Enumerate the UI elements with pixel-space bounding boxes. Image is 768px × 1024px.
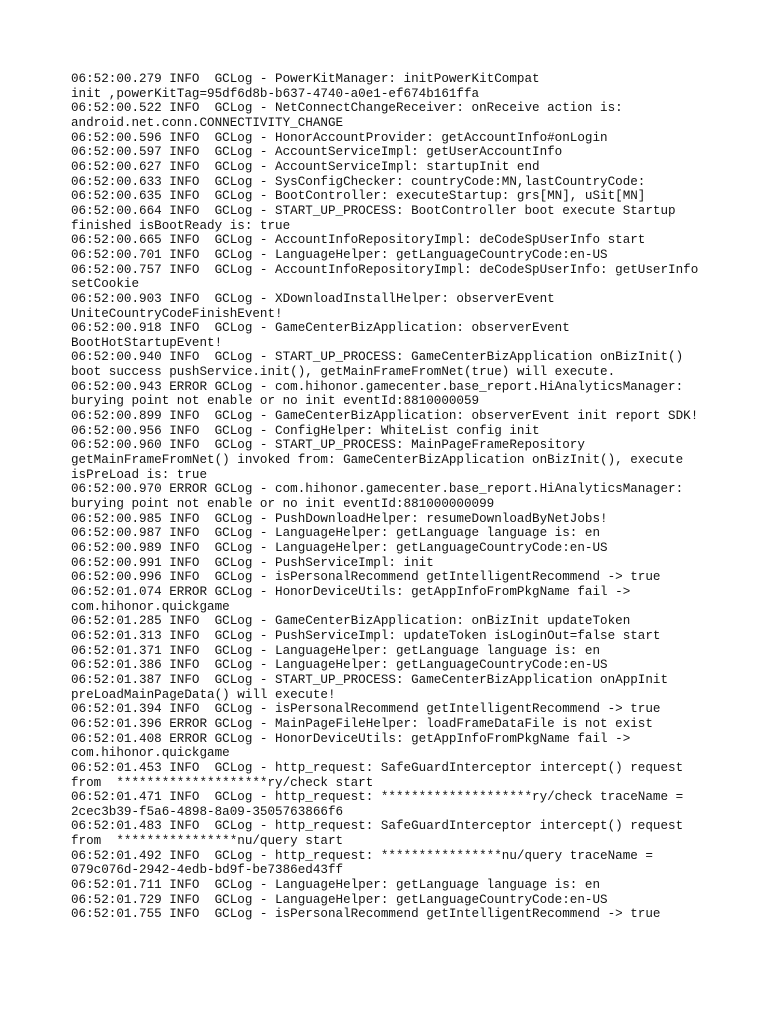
log-line: 06:52:00.279 INFO GCLog - PowerKitManager: initPowerKitCompat (71, 72, 540, 86)
log-line: BootHotStartupEvent! (71, 335, 223, 350)
log-line: 06:52:01.483 INFO GCLog - http_request: SafeGuardInterceptor intercept() request (71, 819, 684, 834)
log-line: 06:52:01.074 ERROR GCLog - HonorDeviceUtils: getAppInfoFromPkgName fail -> (71, 584, 631, 599)
log-line: 06:52:00.899 INFO GCLog - GameCenterBizApplication: observerEvent init report SDK! (71, 409, 699, 424)
log-line: 06:52:01.386 INFO GCLog - LanguageHelper: getLanguageCountryCode:en-US (71, 658, 608, 673)
log-line: 06:52:01.729 INFO GCLog - LanguageHelper: getLanguageCountryCode:en-US (71, 892, 608, 907)
log-line: 06:52:00.903 INFO GCLog - XDownloadInstallHelper: observerEvent (71, 291, 555, 306)
log-line: 06:52:00.918 INFO GCLog - GameCenterBizApplication: observerEvent (71, 321, 570, 336)
log-line: 079c076d-2942-4edb-bd9f-be7386ed43ff (71, 863, 344, 878)
log-line: 06:52:01.492 INFO GCLog - http_request: ****************nu/query traceName = (71, 848, 653, 863)
log-line: getMainFrameFromNet() invoked from: GameCenterBizApplication onBizInit(), execute (71, 453, 684, 468)
log-line: from ********************ry/check start (71, 775, 374, 790)
log-line: 06:52:00.991 INFO GCLog - PushServiceImpl: init (71, 555, 434, 570)
log-line: 06:52:01.755 INFO GCLog - isPersonalRecommend getIntelligentRecommend -> true (71, 907, 661, 922)
log-line: 06:52:01.471 INFO GCLog - http_request: ********************ry/check traceName = (71, 790, 684, 805)
log-line: 06:52:00.627 INFO GCLog - AccountServiceImpl: startupInit end (71, 159, 540, 174)
log-line: 06:52:01.396 ERROR GCLog - MainPageFileHelper: loadFrameDataFile is not exist (71, 716, 653, 731)
log-line: 06:52:01.453 INFO GCLog - http_request: SafeGuardInterceptor intercept() request (71, 760, 684, 775)
log-line: 06:52:01.371 INFO GCLog - LanguageHelper: getLanguage language is: en (71, 643, 601, 658)
log-line: burying point not enable or no init eventId:881000000099 (71, 497, 495, 512)
log-line: 06:52:00.757 INFO GCLog - AccountInfoRepositoryImpl: deCodeSpUserInfo: getUserInfo (71, 262, 699, 277)
log-line: boot success pushService.init(), getMainFrameFromNet(true) will execute. (71, 365, 616, 380)
log-line: 06:52:01.285 INFO GCLog - GameCenterBizApplication: onBizInit updateToken (71, 614, 631, 629)
log-line: finished isBootReady is: true (71, 218, 291, 233)
log-line: 06:52:01.313 INFO GCLog - PushServiceImpl: updateToken isLoginOut=false start (71, 628, 661, 643)
log-line: 06:52:00.943 ERROR GCLog - com.hihonor.gamecenter.base_report.HiAnalyticsManager: (71, 379, 684, 394)
log-line: 06:52:00.522 INFO GCLog - NetConnectChangeReceiver: onReceive action is: (71, 101, 623, 116)
log-line: 06:52:00.665 INFO GCLog - AccountInfoRepositoryImpl: deCodeSpUserInfo start (71, 233, 646, 248)
log-line: 06:52:00.596 INFO GCLog - HonorAccountProvider: getAccountInfo#onLogin (71, 130, 608, 145)
log-line: 06:52:00.970 ERROR GCLog - com.hihonor.gamecenter.base_report.HiAnalyticsManager: (71, 482, 684, 497)
log-line: UniteCountryCodeFinishEvent! (71, 306, 283, 321)
log-line: isPreLoad is: true (71, 467, 208, 482)
log-line: com.hihonor.quickgame (71, 599, 230, 614)
log-line: burying point not enable or no init eventId:8810000059 (71, 394, 480, 409)
log-line: 06:52:01.387 INFO GCLog - START_UP_PROCESS: GameCenterBizApplication onAppInit (71, 672, 669, 687)
log-line: 06:52:00.940 INFO GCLog - START_UP_PROCESS: GameCenterBizApplication onBizInit() (71, 350, 684, 365)
log-line: android.net.conn.CONNECTIVITY_CHANGE (71, 115, 344, 130)
log-line: 06:52:01.711 INFO GCLog - LanguageHelper: getLanguage language is: en (71, 878, 601, 893)
log-line: 06:52:01.394 INFO GCLog - isPersonalRecommend getIntelligentRecommend -> true (71, 702, 661, 717)
log-line: 06:52:01.408 ERROR GCLog - HonorDeviceUtils: getAppInfoFromPkgName fail -> (71, 731, 631, 746)
log-line: 06:52:00.996 INFO GCLog - isPersonalRecommend getIntelligentRecommend -> true (71, 570, 661, 585)
log-line: com.hihonor.quickgame (71, 746, 230, 761)
log-line: 06:52:00.664 INFO GCLog - START_UP_PROCESS: BootController boot execute Startup (71, 203, 676, 218)
log-line: init ,powerKitTag=95df6d8b-b637-4740-a0e1-ef674b161ffa (71, 86, 480, 101)
log-line: setCookie (71, 277, 140, 292)
log-line: preLoadMainPageData() will execute! (71, 687, 336, 702)
log-line: 06:52:00.633 INFO GCLog - SysConfigChecker: countryCode:MN,lastCountryCode: (71, 174, 646, 189)
log-line: 06:52:00.956 INFO GCLog - ConfigHelper: WhiteList config init (71, 423, 540, 438)
log-line: 06:52:00.960 INFO GCLog - START_UP_PROCESS: MainPageFrameRepository (71, 438, 585, 453)
log-line: 06:52:00.597 INFO GCLog - AccountServiceImpl: getUserAccountInfo (71, 145, 563, 160)
log-line: 06:52:00.701 INFO GCLog - LanguageHelper: getLanguageCountryCode:en-US (71, 247, 608, 262)
log-line: 06:52:00.987 INFO GCLog - LanguageHelper: getLanguage language is: en (71, 526, 601, 541)
log-line: 06:52:00.635 INFO GCLog - BootController: executeStartup: grs[MN], uSit[MN] (71, 189, 646, 204)
log-line: from ****************nu/query start (71, 834, 344, 849)
log-line: 06:52:00.985 INFO GCLog - PushDownloadHelper: resumeDownloadByNetJobs! (71, 511, 608, 526)
log-document (71, 72, 711, 922)
log-line: 06:52:00.989 INFO GCLog - LanguageHelper: getLanguageCountryCode:en-US (71, 541, 608, 555)
log-line: 2cec3b39-f5a6-4898-8a09-3505763866f6 (71, 804, 344, 819)
